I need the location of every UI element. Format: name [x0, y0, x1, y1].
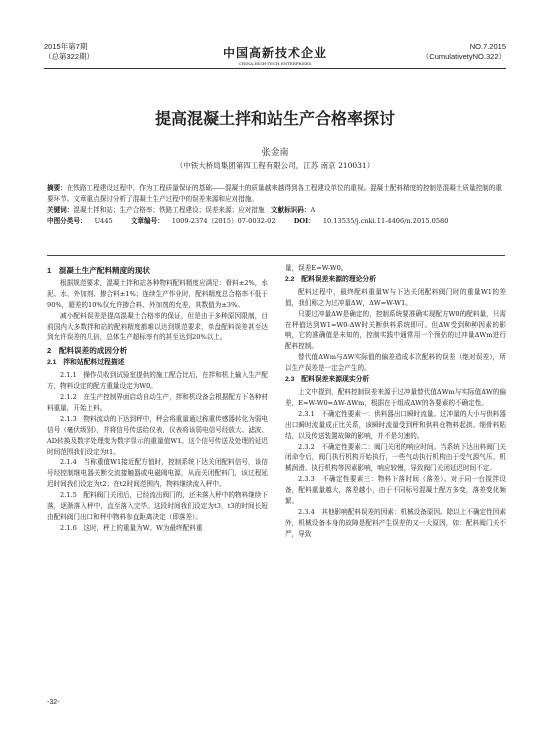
article-meta [47, 183, 505, 227]
running-header [44, 38, 506, 76]
journal-english-name: CHINA HIGH-TECH ENTERPRISES [238, 61, 312, 66]
author-affiliation: （中铁大桥局集团第四工程有限公司，江苏 南京 210031） [175, 161, 375, 170]
left-column [47, 263, 268, 534]
doi-label: DOI： [293, 217, 315, 225]
abstract [47, 183, 505, 205]
paragraph: 减小配料误差是提高混凝土合格率的保证，但是由于多种原因限制，目前国内大多数拌和站的配料精度都难以达到规范要求，单盘配料误差甚至达到允许误差的几倍，总体生产超标率有的甚至达到20%以上。 [47, 311, 268, 342]
issue-info-right [422, 42, 506, 62]
doc-code-label: 文献标识码： [270, 206, 311, 214]
right-column [285, 263, 506, 540]
section-divider [47, 255, 505, 256]
article-no-label: 文章编号： [130, 217, 164, 225]
doc-code: A [310, 206, 316, 214]
issue-info-left [44, 42, 94, 62]
paragraph: 2.1.4 当称重值W1接近配方值时，控制系统下达关闭配料信号，该信号经控制继电器关断交流接触器或电磁阀电源，从而关闭配料门，该过程延迟时间我们设定为t2；在t2时间范围内，物料继续流入秤中。 [47, 458, 268, 489]
subsection-heading: 2.3 配料误差来源现实分析 [285, 376, 370, 384]
abstract-label: 摘要： [47, 184, 67, 192]
paragraph: 2.1.2 在生产控制界面启动自动生产，拌和机设备会根据配方下各种材料重量，开始上料。 [47, 392, 268, 412]
journal-name: 中国高新技术企业 [222, 46, 327, 60]
paragraph: 2.1.1 操作员收到试验室提供的施工配合比后，在拌和机上输入生产配方，物料设定的配方重量设定为W0。 [47, 371, 268, 391]
header-rule [44, 68, 506, 69]
paragraph: 根据规范要求，混凝土拌和站各种物料配料精度应满足：骨料±2%，水泥、水、外加剂、掺合料±1%；连续生产作业时，配料精度总合格率不低于90%，超差的10%仅允许掺合料、外加剂的允差，其数值为±3%。 [47, 278, 268, 309]
classification-row [47, 216, 505, 227]
paragraph: 2.3.3 不确定性要素三：物料下落时间（落差）。对于同一台搅拌设备，配料重量越大，落差越小，由于不同标号混凝土配方多变，落差变化频繁。 [285, 475, 506, 506]
page-number: -32- [47, 699, 60, 706]
issue-no: NO.7.2015 [469, 42, 506, 51]
paragraph: 上文中提到，配料控制误差来源于过冲量替代值ΔWm与实际值ΔW的偏差，E=W-W0=ΔW-ΔWm，根据在于组成ΔW的各要素的不确定性。 [285, 387, 506, 407]
subsection-heading: 2.2 配料误差来源的理论分析 [285, 275, 377, 283]
subsection-heading: 2.1 拌和站配料过程描述 [47, 359, 125, 367]
paragraph: 2.1.5 配料阀门关闭后，已经流出阀门的，还未落入秤中的物料继续下落，逐渐落入秤中，直至落入完毕。这段时间我们设定为t3，t3的时间长短由配料阀门出口和秤中物料参直距离决定（即落差）。 [47, 491, 268, 521]
issue-cumulative: （CumulativetyNO.322） [421, 52, 506, 61]
keywords-row [47, 205, 505, 216]
paragraph: 2.1.6 这时，秤上的重量为W。W为最终配料重 [60, 523, 203, 532]
paragraph: 2.3.1 不确定性要素一：供料器出口瞬时流量。过冲量的大小与供料器出口瞬时流量成正比关系，该瞬时流量受到秤和供料仓物料起拱、细骨料粘结，以及传送装置故障的影响，并不是匀速的。 [285, 409, 506, 440]
section-heading: 1 混凝土生产配料精度的现状 [47, 266, 150, 275]
keywords-label: 关键词： [47, 206, 74, 214]
keywords-text: 混凝土拌和站；生产合格率；铁路工程建设；误差来源；应对措施 [73, 206, 265, 214]
article-no: 1009-2374（2015）07-0032-02 [171, 217, 276, 225]
abstract-text: 在铁路工程建设过程中，作为工程质量保证的基础——混凝土的质量越来越得到各工程建设单位的重视。混凝土配料精度的控制是混凝土质量控制的重要环节。文章重点探讨分析了混凝土生产过程中的误差来源和应对措施。 [47, 184, 502, 203]
paragraph: 替代值ΔWm与ΔW实际值的偏差造成本次配料的误差（绝对误差），所以生产误差是一定会产生的。 [285, 353, 506, 373]
journal-logo [194, 44, 356, 66]
doi: 10.13535/j.cnki.11-4406/n.2015.0580 [322, 217, 449, 225]
paragraph: 2.1.3 物料流动的下达到秤中，秤会将重量通过称重传感器转化为弱电信号（毫伏级别），并将信号传送给仪表，仪表将该弱电信号经放大、滤波、AD转换及数字处理变为数字显示的重量值W1。这个信号传送及处理的延迟时间范围我们设定为t1。 [47, 414, 268, 456]
clc-label: 中图分类号： [47, 217, 87, 225]
article-author: 张金南 [261, 148, 289, 158]
paragraph: 只要过冲量ΔW是确定的，控制系统要准确实现配方W0的配料量，只需在秤值达到W1=W0-ΔW时关断供料系统即可。但ΔW受到种种因素的影响，它的准确值是未知的，控制实践中通常用一个预估的过冲量ΔWm进行配料控制。 [285, 309, 506, 351]
issue-total: （总第322期） [44, 52, 95, 61]
paragraph: 量，误差E=W-W0。 [285, 264, 348, 272]
issue-year: 2015年第7期 [44, 42, 88, 51]
article-title: 提高混凝土拌和站生产合格率探讨 [154, 109, 395, 128]
paragraph: 2.3.4 其他影响配料误差的因素：机械设备原因。除以上不确定性因素外，机械设备本身的故障是配料产生误差的又一大原因，如：配料阀门关不严，导致 [285, 507, 506, 538]
paragraph: 2.3.2 不确定性要素二：阀门关闭的响应时间。当系统下达出料阀门关闭命令后，阀门执行机构开始执行，一些气动执行机构由于受气源气压、机械润滑、执行机构等因素影响，响应较慢，导致阀门关闭延迟时间不定。 [285, 442, 506, 473]
clc-code: U445 [94, 217, 113, 225]
section-heading: 2 配料误差的成因分析 [47, 346, 128, 356]
paragraph: 配料过程中，最终配料重量W与下达关闭配料阀门时的重量W1的差值，我们称之为过冲量ΔW，ΔW=W-W1。 [285, 287, 506, 307]
